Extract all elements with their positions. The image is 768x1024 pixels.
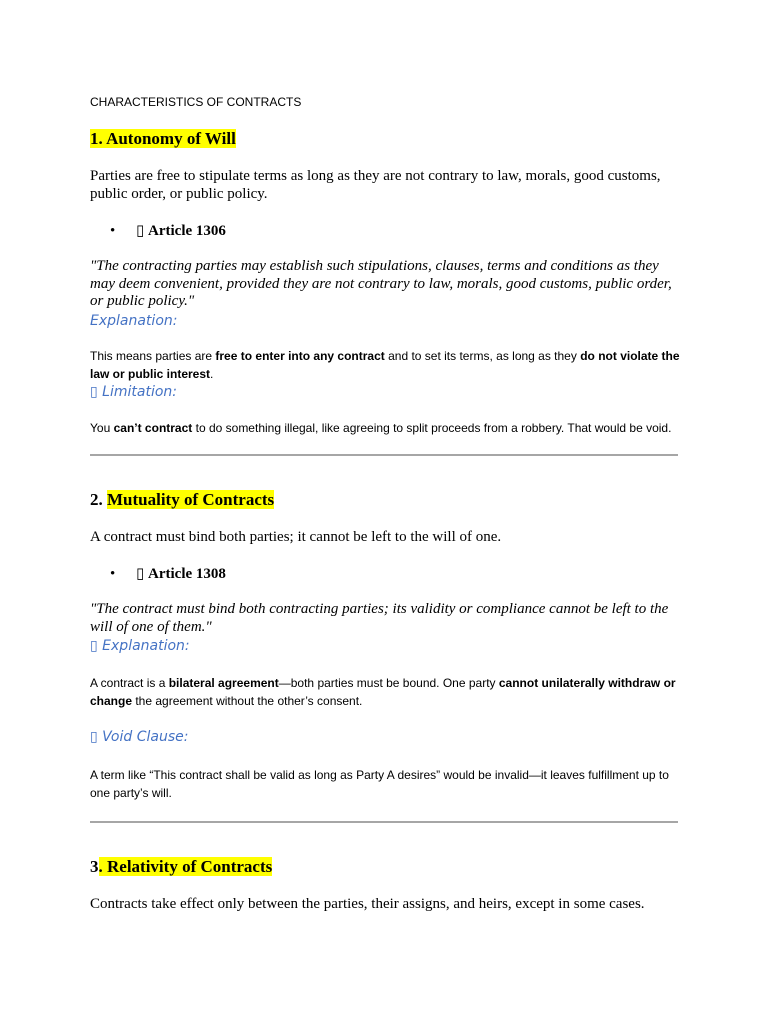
bold-run: free to enter into any contract bbox=[215, 349, 385, 363]
section-3-number: 3 bbox=[90, 857, 99, 876]
text-run: the agreement without the other’s consent. bbox=[132, 694, 363, 708]
section-2-intro: A contract must bind both parties; it cannot be left to the will of one. bbox=[90, 529, 502, 545]
divider bbox=[90, 821, 678, 823]
bold-run: bilateral agreement bbox=[168, 676, 279, 690]
text-run: . bbox=[210, 367, 214, 381]
document-title: CHARACTERISTICS OF CONTRACTS bbox=[90, 95, 302, 109]
box-icon: ▯ bbox=[136, 564, 145, 582]
section-2-explanation bbox=[90, 674, 680, 710]
section-1-article-bullet bbox=[110, 221, 226, 240]
text-run: —both parties must be bound. One party bbox=[278, 676, 499, 690]
section-3-title: . Relativity of Contracts bbox=[98, 857, 273, 876]
section-2-quote: "The contract must bind both contracting parties; its validity or compliance cannot be left to the will of one of them." bbox=[90, 601, 669, 635]
text-run: to do something illegal, like agreeing to split proceeds from a robbery. That would be void. bbox=[192, 421, 672, 435]
section-1-quote: "The contracting parties may establish such stipulations, clauses, terms and conditions as they may deem convenient, provided they are not contrary to law, morals, good customs, public order, or public policy." bbox=[90, 258, 672, 309]
box-icon: ▯ bbox=[90, 638, 98, 654]
section-1-explanation-label: Explanation: bbox=[90, 313, 178, 329]
section-2-article: Article 1308 bbox=[148, 566, 226, 582]
section-2-void-clause: A term like “This contract shall be valid as long as Party A desires” would be invalid—it leaves fulfillment up to one party’s will. bbox=[90, 768, 669, 800]
section-1-explanation bbox=[90, 347, 680, 383]
section-2-title: Mutuality of Contracts bbox=[107, 490, 275, 509]
divider bbox=[90, 454, 678, 456]
section-1-limitation bbox=[90, 419, 680, 437]
section-1-heading bbox=[90, 128, 680, 150]
explanation-label-text: Explanation: bbox=[102, 638, 190, 654]
section-1-number: 1. bbox=[90, 129, 107, 148]
section-2-heading bbox=[90, 489, 680, 511]
section-1-article: Article 1306 bbox=[148, 223, 226, 239]
box-icon: ▯ bbox=[90, 384, 98, 400]
section-2-void-label bbox=[90, 728, 680, 746]
text-run: and to set its terms, as long as they bbox=[384, 349, 581, 363]
section-3-intro: Contracts take effect only between the parties, their assigns, and heirs, except in some cases. bbox=[90, 896, 645, 912]
bold-run: cannot unilaterally withdraw or change bbox=[90, 676, 676, 708]
bold-run: can’t contract bbox=[113, 421, 193, 435]
text-run: A contract is a bbox=[90, 676, 169, 690]
section-2-article-bullet bbox=[110, 564, 226, 583]
bullet-dot: • bbox=[110, 566, 116, 582]
section-2-number: 2. bbox=[90, 490, 107, 509]
box-icon: ▯ bbox=[136, 221, 145, 239]
box-icon: ▯ bbox=[90, 729, 98, 745]
limitation-label-text: Limitation: bbox=[102, 384, 177, 400]
section-1-title: Autonomy of Will bbox=[106, 129, 236, 148]
section-1-highlight bbox=[90, 129, 236, 148]
section-2-explanation-label bbox=[90, 637, 680, 655]
text-run: You bbox=[90, 421, 114, 435]
text-run: This means parties are bbox=[90, 349, 216, 363]
bold-run: do not violate the law or public interest bbox=[90, 349, 680, 381]
bullet-dot: • bbox=[110, 223, 116, 239]
section-3-heading bbox=[90, 856, 680, 878]
section-1-limitation-label bbox=[90, 383, 680, 401]
void-label-text: Void Clause: bbox=[102, 729, 189, 745]
section-1-intro: Parties are free to stipulate terms as long as they are not contrary to law, morals, good customs, public order, or public policy. bbox=[90, 168, 661, 202]
